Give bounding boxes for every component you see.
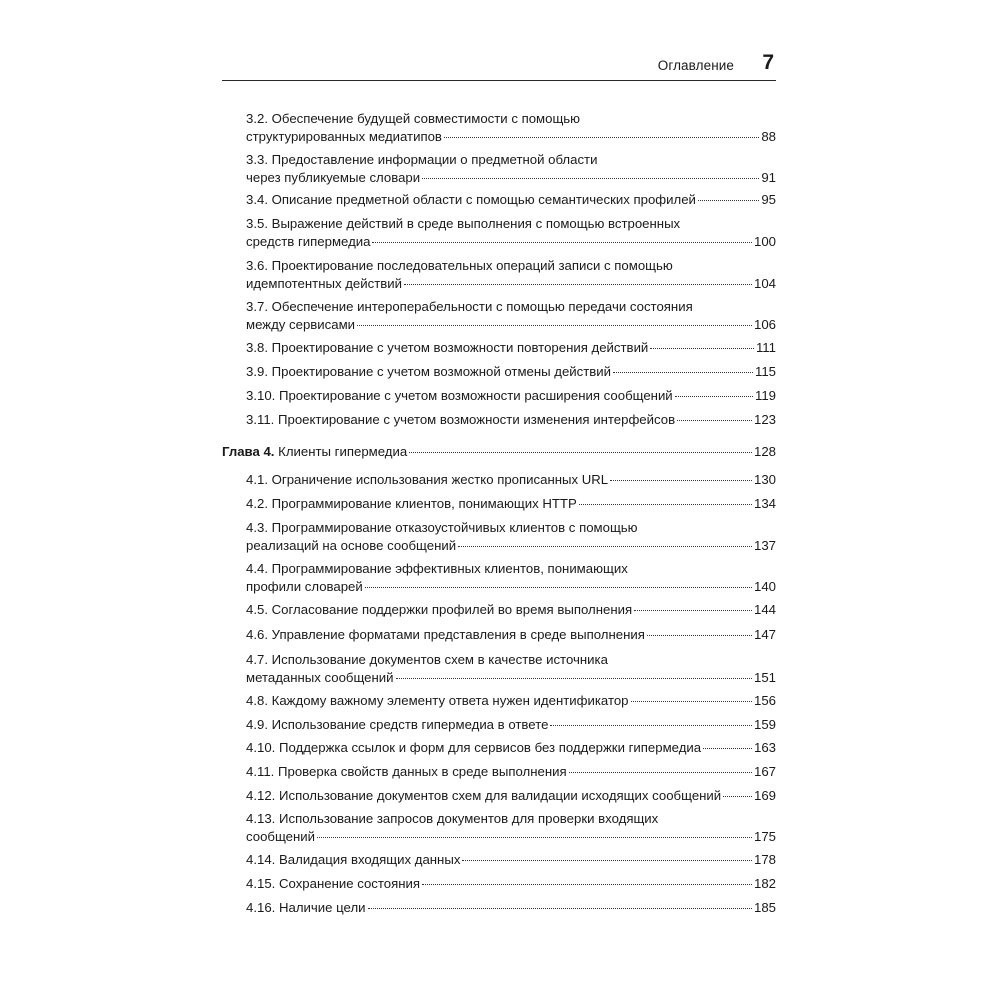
toc-entry-text: Клиенты гипермедиа — [278, 444, 408, 459]
toc-entry-3-11 — [246, 411, 776, 429]
dot-leader — [357, 325, 752, 326]
toc-entry-text: 3.11. Проектирование с учетом возможности изменения интерфейсов — [246, 412, 676, 427]
toc-entry-4-6 — [246, 626, 776, 644]
toc-entry-4-4 — [246, 560, 776, 596]
dot-leader — [317, 837, 752, 838]
toc-entry-4-9 — [246, 716, 776, 734]
toc-page-number: 185 — [753, 900, 776, 915]
toc-entry-text: 4.5. Согласование поддержки профилей во время выполнения — [246, 602, 633, 617]
toc-page-number: 128 — [753, 444, 776, 459]
toc-entry-4-13 — [246, 810, 776, 846]
toc-page-number: 111 — [755, 340, 776, 355]
toc-entry-text: 3.10. Проектирование с учетом возможности расширения сообщений — [246, 388, 673, 403]
toc-entry-4-3 — [246, 519, 776, 555]
toc-entry-text: 3.3. Предоставление информации о предметной области — [246, 152, 598, 167]
dot-leader — [396, 678, 752, 679]
toc-page-number: 123 — [753, 412, 776, 427]
dot-leader — [422, 884, 752, 885]
toc-page-number: 178 — [753, 852, 776, 867]
toc-entry-3-4 — [246, 191, 776, 209]
toc-page-number: 175 — [753, 829, 776, 844]
toc-entry-3-8 — [246, 339, 776, 357]
running-header-title: Оглавление — [657, 58, 734, 73]
toc-entry-text: реализаций на основе сообщений — [246, 538, 457, 553]
toc-entry-text: 4.2. Программирование клиентов, понимающих HTTP — [246, 496, 577, 511]
dot-leader — [613, 372, 753, 373]
toc-entry-4-16 — [246, 899, 776, 917]
toc-page-number: 137 — [753, 538, 776, 553]
toc-page-number: 156 — [753, 693, 776, 708]
dot-leader — [610, 480, 752, 481]
toc-page-number: 159 — [753, 717, 776, 732]
toc-entry-text: 4.11. Проверка свойств данных в среде выполнения — [246, 764, 567, 779]
toc-entry-3-10 — [246, 387, 776, 405]
toc-page-number: 130 — [753, 472, 776, 487]
toc-entry-text: 4.4. Программирование эффективных клиентов, понимающих — [246, 561, 628, 576]
dot-leader — [365, 587, 752, 588]
toc-page-number: 151 — [753, 670, 776, 685]
toc-page-number: 163 — [753, 740, 776, 755]
dot-leader — [404, 284, 752, 285]
toc-entry-text: 4.16. Наличие цели — [246, 900, 366, 915]
toc-entry-4-12 — [246, 787, 776, 805]
toc-entry-text: через публикуемые словари — [246, 170, 421, 185]
toc-page-number: 95 — [761, 192, 776, 207]
toc-page-number: 144 — [753, 602, 776, 617]
toc-page-number: 100 — [753, 234, 776, 249]
toc-entry-text: 4.13. Использование запросов документов для проверки входящих — [246, 811, 659, 826]
toc-entry-text: между сервисами — [246, 317, 356, 332]
dot-leader — [723, 796, 752, 797]
dot-leader — [372, 242, 752, 243]
toc-entry-text: 4.14. Валидация входящих данных — [246, 852, 461, 867]
toc-page-number: 147 — [753, 627, 776, 642]
dot-leader — [444, 137, 759, 138]
toc-page-number: 119 — [754, 388, 776, 403]
toc-page-number: 140 — [753, 579, 776, 594]
toc-entry-text: 3.2. Обеспечение будущей совместимости с помощью — [246, 111, 581, 126]
dot-leader — [458, 546, 752, 547]
toc-entry-text: структурированных медиатипов — [246, 129, 442, 144]
toc-entry-text: 3.7. Обеспечение интероперабельности с помощью передачи состояния — [246, 299, 693, 314]
toc-page-number: 106 — [753, 317, 776, 332]
toc-page-number: 169 — [753, 788, 776, 803]
toc-entry-text: метаданных сообщений — [246, 670, 394, 685]
dot-leader — [677, 420, 752, 421]
toc-entry-text: средств гипермедиа — [246, 234, 371, 249]
toc-page-number: 88 — [761, 129, 776, 144]
toc-entry-3-2 — [246, 110, 776, 146]
toc-entry-3-3 — [246, 151, 776, 187]
dot-leader — [675, 396, 753, 397]
toc-page-number: 91 — [761, 170, 776, 185]
toc-entry-3-6 — [246, 257, 776, 293]
toc-entry-4-5 — [246, 601, 776, 619]
dot-leader — [409, 452, 752, 453]
toc-page-number: 104 — [753, 276, 776, 291]
toc-entry-4-2 — [246, 495, 776, 513]
toc-entry-text: 4.7. Использование документов схем в качестве источника — [246, 652, 608, 667]
toc-entry-text: 4.3. Программирование отказоустойчивых клиентов с помощью — [246, 520, 638, 535]
toc-entry-text: сообщений — [246, 829, 316, 844]
toc-entry-4-10 — [246, 739, 776, 757]
toc-chapter-4 — [222, 443, 776, 461]
toc-entry-text: 3.4. Описание предметной области с помощью семантических профилей — [246, 192, 696, 207]
toc-page-number: 134 — [753, 496, 776, 511]
dot-leader — [703, 748, 752, 749]
dot-leader — [698, 200, 759, 201]
toc-entry-4-1 — [246, 471, 776, 489]
toc-entry-4-15 — [246, 875, 776, 893]
chapter-label: Глава 4. — [222, 444, 275, 459]
toc-page-number: 182 — [753, 876, 776, 891]
toc-entry-4-8 — [246, 692, 776, 710]
toc-entry-text: идемпотентных действий — [246, 276, 402, 291]
toc-entry-3-9 — [246, 363, 776, 381]
dot-leader — [462, 860, 752, 861]
toc-entry-text: 4.10. Поддержка ссылок и форм для сервисов без поддержки гипермедиа — [246, 740, 702, 755]
dot-leader — [579, 504, 752, 505]
toc-entry-text: 4.8. Каждому важному элементу ответа нужен идентификатор — [246, 693, 629, 708]
toc-entry-4-7 — [246, 651, 776, 687]
toc-entry-text: 3.9. Проектирование с учетом возможной отмены действий — [246, 364, 612, 379]
toc-entry-4-11 — [246, 763, 776, 781]
toc-entry-4-14 — [246, 851, 776, 869]
toc-entry-text: 3.8. Проектирование с учетом возможности повторения действий — [246, 340, 649, 355]
toc-page-number: 167 — [753, 764, 776, 779]
toc-entry-text: 4.1. Ограничение использования жестко прописанных URL — [246, 472, 609, 487]
toc-entry-text: 3.6. Проектирование последовательных операций записи с помощью — [246, 258, 673, 273]
dot-leader — [368, 908, 752, 909]
dot-leader — [647, 635, 752, 636]
toc-entry-text: 4.15. Сохранение состояния — [246, 876, 421, 891]
toc-entry-text: 3.5. Выражение действий в среде выполнения с помощью встроенных — [246, 216, 681, 231]
toc-entry-3-7 — [246, 298, 776, 334]
toc-entry-text: 4.12. Использование документов схем для валидации исходящих сообщений — [246, 788, 722, 803]
dot-leader — [550, 725, 752, 726]
page-number: 7 — [762, 51, 774, 74]
toc-entry-3-5 — [246, 215, 776, 251]
toc-entry-text: 4.6. Управление форматами представления в среде выполнения — [246, 627, 645, 642]
dot-leader — [631, 701, 752, 702]
dot-leader — [422, 178, 759, 179]
toc-page-number: 115 — [754, 364, 776, 379]
dot-leader — [650, 348, 754, 349]
dot-leader — [569, 772, 752, 773]
dot-leader — [634, 610, 752, 611]
toc-entry-text: профили словарей — [246, 579, 363, 594]
toc-entry-text: 4.9. Использование средств гипермедиа в ответе — [246, 717, 549, 732]
